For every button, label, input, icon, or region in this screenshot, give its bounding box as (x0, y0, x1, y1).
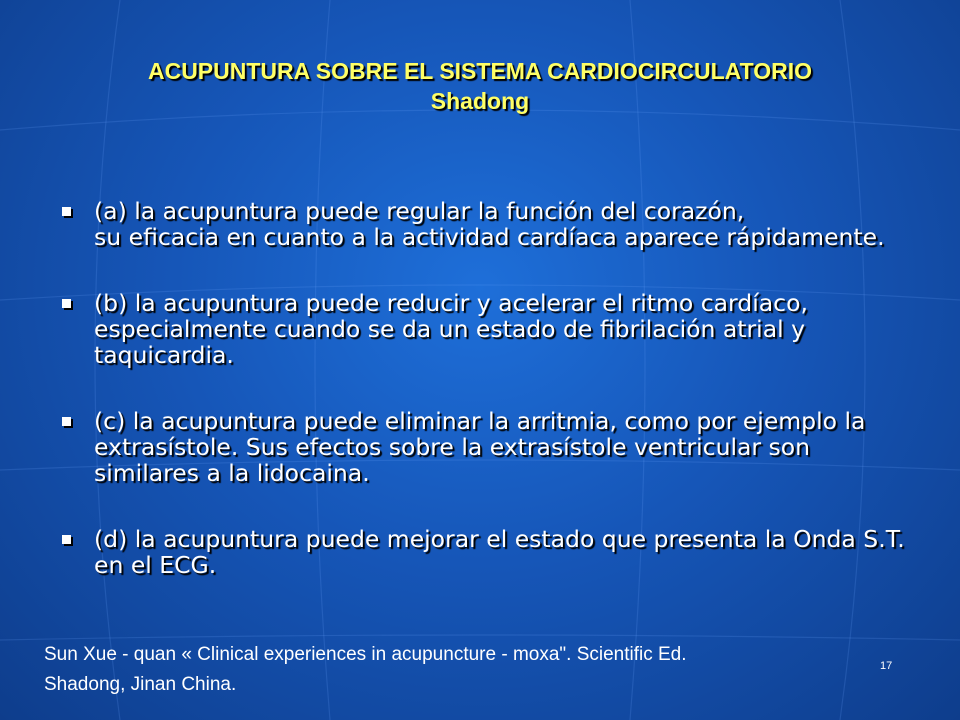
title-line-2: Shadong (430, 88, 530, 114)
square-bullet-icon (62, 299, 71, 308)
reference-citation (44, 640, 687, 700)
square-bullet-icon (62, 417, 71, 426)
title-line-1: ACUPUNTURA SOBRE EL SISTEMA CARDIOCIRCULATORIO (147, 58, 813, 84)
reference-line-2: Shadong, Jinan China. (44, 674, 237, 695)
bullet-list (60, 198, 920, 618)
bullet-a-line-1: (a) la acupuntura puede regular la función del corazón, (94, 197, 745, 225)
bullet-item-d (60, 526, 920, 578)
bullet-c-text: (c) la acupuntura puede eliminar la arritmia, como por ejemplo la extrasístole. Sus efectos sobre la extrasístole ventricular son similares a la lidocaina. (94, 407, 866, 487)
bullet-b-text: (b) la acupuntura puede reducir y acelerar el ritmo cardíaco, especialmente cuando se da un estado de fibrilación atrial y taquicardia. (94, 289, 808, 369)
bullet-item-b (60, 290, 920, 368)
reference-line-1: Sun Xue - quan « Clinical experiences in acupuncture - moxa". Scientific Ed. (44, 644, 687, 665)
square-bullet-icon (62, 207, 71, 216)
square-bullet-icon (62, 535, 71, 544)
page-number: 17 (880, 660, 893, 672)
bullet-d-text: (d) la acupuntura puede mejorar el estado que presenta la Onda S.T. en el ECG. (94, 525, 905, 579)
bullet-item-c (60, 408, 920, 486)
bullet-a-line-2: su eficacia en cuanto a la actividad cardíaca aparece rápidamente. (94, 223, 885, 251)
slide-title (0, 56, 960, 116)
bullet-item-a (60, 198, 920, 250)
